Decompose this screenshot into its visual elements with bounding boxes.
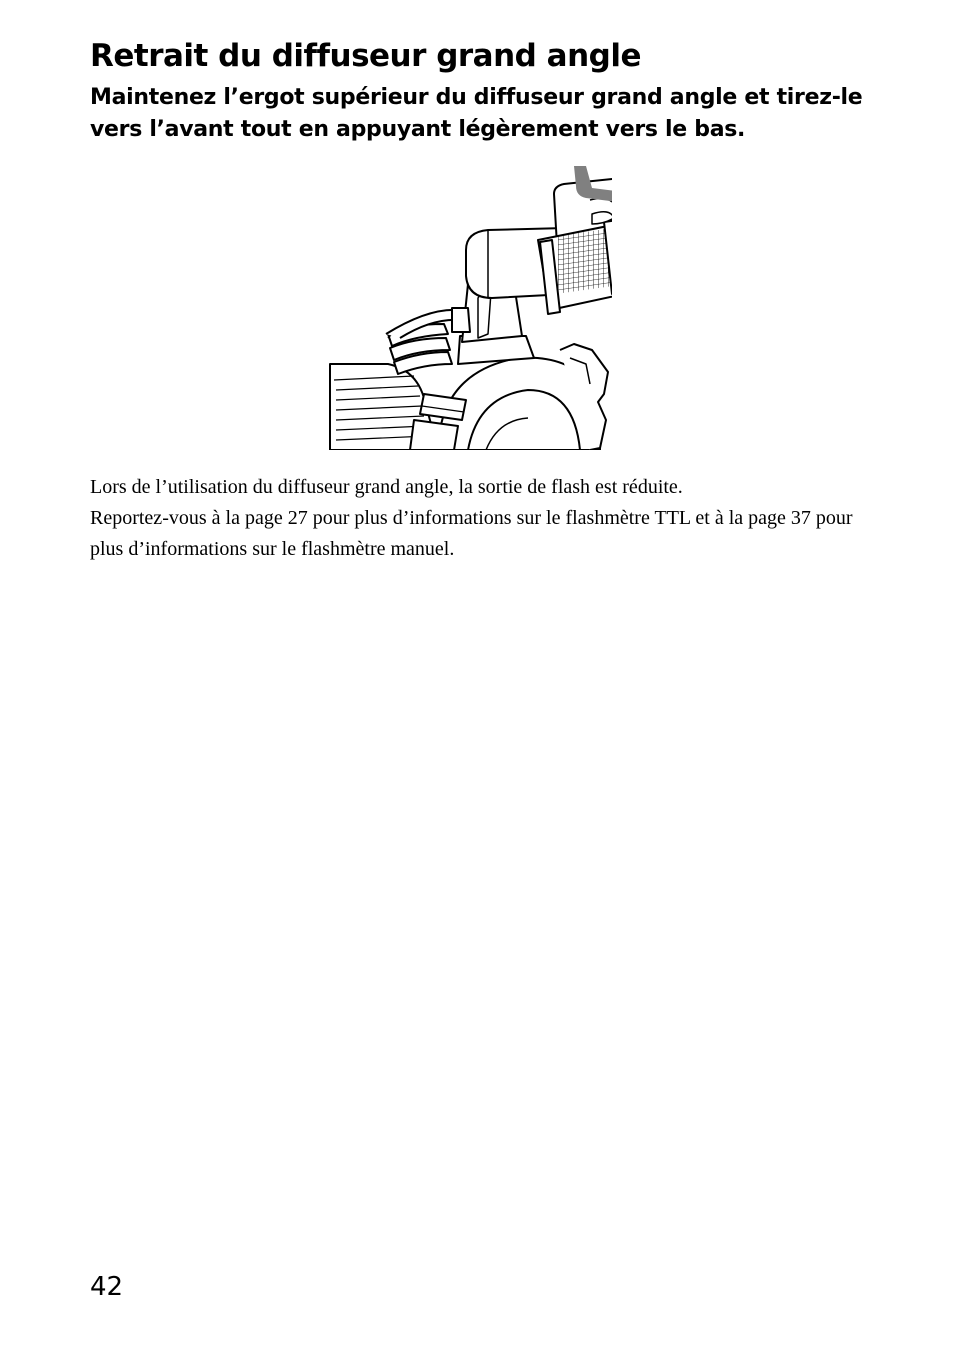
section-title: Retrait du diffuseur grand angle [90,38,641,74]
flash-illustration [328,158,612,452]
page-number: 42 [90,1272,124,1302]
paragraph-page-reference: Reportez-vous à la page 27 pour plus d’informations sur le flashmètre TTL et à la page 37 pour plus d’informations sur le flashmètre manuel. [90,507,853,560]
flash-wide-panel-icon [328,158,612,452]
instruction-text: Maintenez l’ergot supérieur du diffuseur grand angle et tirez-le vers l’avant tout en appuyant légèrement vers le bas. [90,85,863,142]
body-text [90,472,890,565]
paragraph-flash-output: Lors de l’utilisation du diffuseur grand angle, la sortie de flash est réduite. [90,476,683,498]
